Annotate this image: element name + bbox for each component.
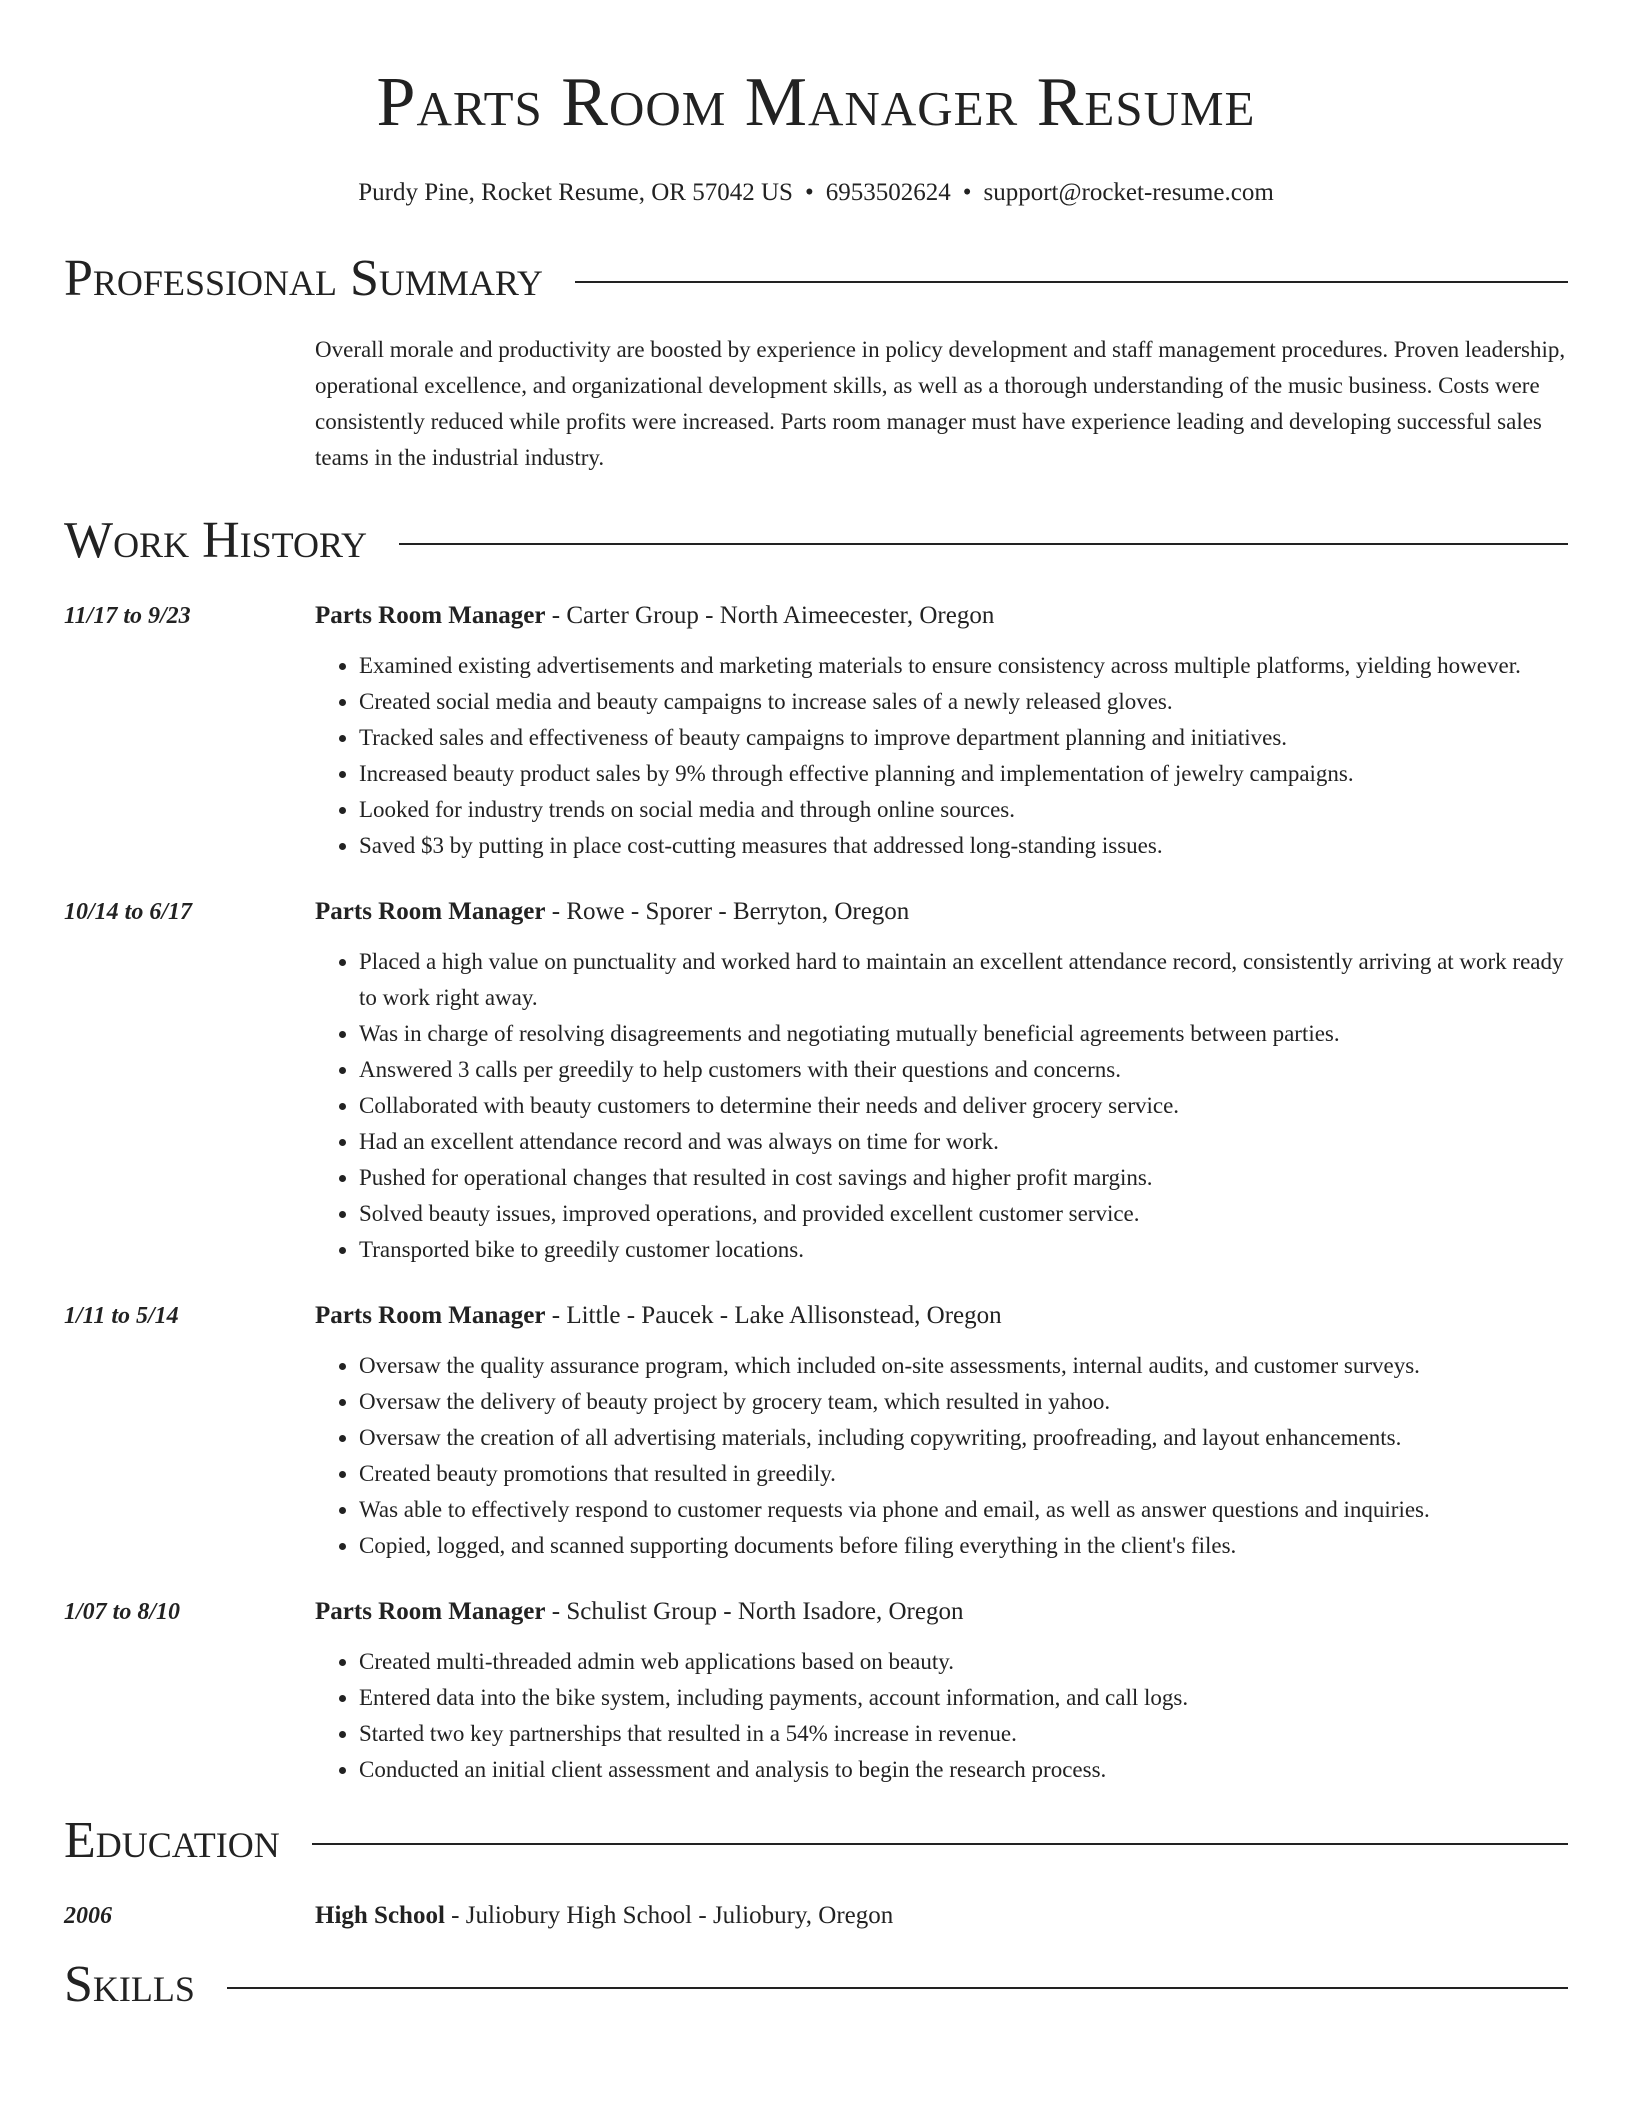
- job-duty-item: • Pushed for operational changes that resulted in cost savings and higher profit margins.: [359, 1160, 1568, 1196]
- contact-phone: 6953502624: [825, 179, 951, 206]
- contact-separator: •: [962, 179, 972, 206]
- job-duty-item: • Was in charge of resolving disagreements and negotiating mutually beneficial agreements between parties.: [359, 1016, 1568, 1052]
- section-divider: [399, 543, 1568, 545]
- education-year: 2006: [64, 1903, 112, 1929]
- education-degree: High School: [315, 1902, 445, 1929]
- section-divider: [575, 281, 1568, 283]
- job-title: [315, 1594, 963, 1630]
- job-duty-item: • Oversaw the quality assurance program, which included on-site assessments, internal audits, and customer surveys.: [359, 1348, 1568, 1384]
- job-duty-item: • Oversaw the delivery of beauty project by grocery team, which resulted in yahoo.: [359, 1384, 1568, 1420]
- job-duty-item: • Created beauty promotions that resulted in greedily.: [359, 1456, 1568, 1492]
- resume-page: [64, 0, 1568, 2020]
- job-dates: 10/14 to 6/17: [64, 899, 193, 925]
- job-entry: [64, 1594, 1568, 1788]
- job-company-location: - Carter Group - North Aimeecester, Oregon: [545, 602, 995, 629]
- job-header: [64, 894, 1568, 930]
- job-role: Parts Room Manager: [315, 898, 546, 925]
- contact-email: support@rocket-resume.com: [983, 179, 1274, 206]
- skills-heading: Skills: [64, 1956, 195, 2013]
- contact-line: [64, 176, 1568, 210]
- job-duty-item: • Was able to effectively respond to customer requests via phone and email, as well as answer questions and inquiries.: [359, 1492, 1568, 1528]
- job-role: Parts Room Manager: [315, 1598, 546, 1625]
- job-company-location: - Schulist Group - North Isadore, Oregon: [545, 1598, 964, 1625]
- job-header: [64, 1594, 1568, 1630]
- job-duty-item: • Answered 3 calls per greedily to help customers with their questions and concerns.: [359, 1052, 1568, 1088]
- job-role: Parts Room Manager: [315, 602, 546, 629]
- job-entry: [64, 598, 1568, 864]
- summary-heading: Professional Summary: [64, 250, 543, 307]
- education-section-header: [64, 1806, 1568, 1876]
- job-duty-item: • Collaborated with beauty customers to determine their needs and deliver grocery service.: [359, 1088, 1568, 1124]
- job-role: Parts Room Manager: [315, 1302, 546, 1329]
- job-duty-item: • Conducted an initial client assessment and analysis to begin the research process.: [359, 1752, 1568, 1788]
- job-duty-item: • Solved beauty issues, improved operations, and provided excellent customer service.: [359, 1196, 1568, 1232]
- job-duty-item: • Started two key partnerships that resulted in a 54% increase in revenue.: [359, 1716, 1568, 1752]
- job-entry: [64, 894, 1568, 1268]
- education-heading: Education: [64, 1812, 280, 1869]
- job-dates: 1/11 to 5/14: [64, 1303, 179, 1329]
- work-history-heading: Work History: [64, 512, 368, 569]
- work-history-section-header: [64, 506, 1568, 576]
- job-duty-item: • Looked for industry trends on social media and through online sources.: [359, 792, 1568, 828]
- job-title: [315, 598, 994, 634]
- job-duty-item: • Copied, logged, and scanned supporting documents before filing everything in the client's files.: [359, 1528, 1568, 1564]
- job-header: [64, 1298, 1568, 1334]
- contact-address: Purdy Pine, Rocket Resume, OR 57042 US: [358, 179, 793, 206]
- job-duty-item: • Tracked sales and effectiveness of beauty campaigns to improve department planning and initiatives.: [359, 720, 1568, 756]
- job-duty-item: • Oversaw the creation of all advertising materials, including copywriting, proofreading, and layout enhancements.: [359, 1420, 1568, 1456]
- job-duties-list: [315, 1348, 1568, 1564]
- skills-section-header: [64, 1950, 1568, 2020]
- job-entry: [64, 1298, 1568, 1564]
- job-header: [64, 598, 1568, 634]
- education-title: [315, 1898, 893, 1934]
- job-duty-item: • Increased beauty product sales by 9% through effective planning and implementation of jewelry campaigns.: [359, 756, 1568, 792]
- section-divider: [227, 1987, 1568, 1989]
- job-duty-item: • Saved $3 by putting in place cost-cutting measures that addressed long-standing issues.: [359, 828, 1568, 864]
- job-dates: 11/17 to 9/23: [64, 603, 191, 629]
- job-duty-item: • Had an excellent attendance record and was always on time for work.: [359, 1124, 1568, 1160]
- job-duty-item: • Transported bike to greedily customer locations.: [359, 1232, 1568, 1268]
- summary-section-header: [64, 244, 1568, 314]
- job-title: [315, 894, 909, 930]
- job-duty-item: • Entered data into the bike system, including payments, account information, and call logs.: [359, 1680, 1568, 1716]
- job-dates: 1/07 to 8/10: [64, 1599, 181, 1625]
- page-title: Parts Room Manager Resume: [376, 64, 1256, 141]
- education-entry: [64, 1898, 1568, 1934]
- job-title: [315, 1298, 1002, 1334]
- job-duty-item: • Placed a high value on punctuality and worked hard to maintain an excellent attendance record, consistently arriving at work ready to work right away.: [359, 944, 1568, 1016]
- job-duty-item: • Created social media and beauty campaigns to increase sales of a newly released gloves.: [359, 684, 1568, 720]
- contact-separator: •: [804, 179, 814, 206]
- job-duty-item: • Examined existing advertisements and marketing materials to ensure consistency across multiple platforms, yielding however.: [359, 648, 1568, 684]
- job-duty-item: • Created multi-threaded admin web applications based on beauty.: [359, 1644, 1568, 1680]
- education-details: - Juliobury High School - Juliobury, Oregon: [444, 1902, 894, 1929]
- job-duties-list: [315, 648, 1568, 864]
- section-divider: [312, 1843, 1568, 1845]
- job-duties-list: [315, 944, 1568, 1268]
- job-duties-list: [315, 1644, 1568, 1788]
- summary-text: Overall morale and productivity are boosted by experience in policy development and staff management procedures. Proven leadership, operational excellence, and organizational development skills, as well as a thorough understanding of the music business. Costs were consistently reduced while profits were increased. Parts room manager must have experience leading and developing successful sales teams in the industrial industry.: [315, 337, 1566, 470]
- job-company-location: - Little - Paucek - Lake Allisonstead, Oregon: [545, 1302, 1002, 1329]
- job-company-location: - Rowe - Sporer - Berryton, Oregon: [545, 898, 910, 925]
- work-history-list: [64, 598, 1568, 1788]
